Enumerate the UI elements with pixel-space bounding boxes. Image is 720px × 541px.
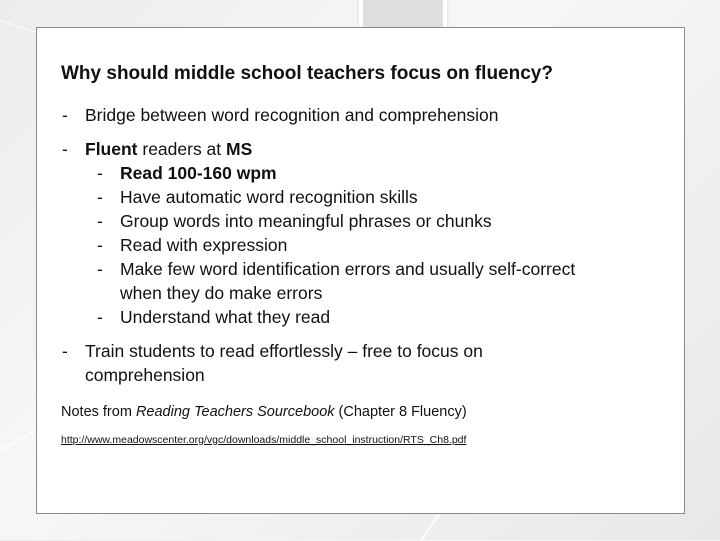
slide-title: Why should middle school teachers focus on fluency? bbox=[61, 63, 553, 84]
subitem-expression bbox=[97, 233, 287, 257]
subitem-group-words bbox=[97, 209, 492, 233]
subitem-text: Read 100-160 wpm bbox=[120, 163, 277, 183]
subitem-text: when they do make errors bbox=[120, 283, 323, 303]
bullet-text: Train students to read effortlessly – free to focus on bbox=[85, 341, 483, 361]
sub-dash: - bbox=[97, 163, 103, 183]
source-url-link[interactable]: http://www.meadowscenter.org/vgc/downloads/middle_school_instruction/RTS_Ch8.pdf bbox=[61, 434, 467, 446]
bullet-bold-fluent: Fluent bbox=[85, 139, 138, 159]
notes-book-title: Reading Teachers Sourcebook bbox=[135, 404, 335, 420]
bullet-text: Bridge between word recognition and comprehension bbox=[85, 105, 499, 125]
subitem-understand bbox=[97, 305, 330, 329]
sub-dash: - bbox=[97, 187, 103, 207]
sub-dash: - bbox=[97, 259, 103, 279]
bullet-bold-ms: MS bbox=[226, 139, 253, 159]
subitem-automatic bbox=[97, 185, 418, 209]
bullet-text: readers at bbox=[137, 139, 227, 159]
bullet-text: comprehension bbox=[85, 365, 205, 385]
bullet-train-students-cont bbox=[85, 363, 205, 387]
subitem-few-errors-cont bbox=[120, 281, 322, 305]
notes-suffix: (Chapter 8 Fluency) bbox=[334, 404, 467, 420]
notes-prefix: Notes from bbox=[61, 404, 136, 420]
subitem-text: Make few word identification errors and usually self-correct bbox=[120, 259, 576, 279]
bullet-dash: - bbox=[62, 105, 68, 125]
bullet-bridge bbox=[62, 103, 498, 127]
subitem-text: Read with expression bbox=[120, 235, 288, 255]
bullet-fluent-readers bbox=[62, 137, 252, 161]
subitem-text: Group words into meaningful phrases or chunks bbox=[120, 211, 492, 231]
bullet-train-students bbox=[62, 339, 483, 363]
subitem-few-errors bbox=[97, 257, 575, 281]
sub-dash: - bbox=[97, 211, 103, 231]
sub-dash: - bbox=[97, 235, 103, 255]
source-notes bbox=[61, 404, 467, 420]
bullet-dash: - bbox=[62, 341, 68, 361]
bullet-dash: - bbox=[62, 139, 68, 159]
subitem-text: Have automatic word recognition skills bbox=[120, 187, 418, 207]
subitem-read-wpm bbox=[97, 161, 277, 185]
subitem-text: Understand what they read bbox=[120, 307, 331, 327]
sub-dash: - bbox=[97, 307, 103, 327]
slide-content-card bbox=[36, 27, 685, 514]
